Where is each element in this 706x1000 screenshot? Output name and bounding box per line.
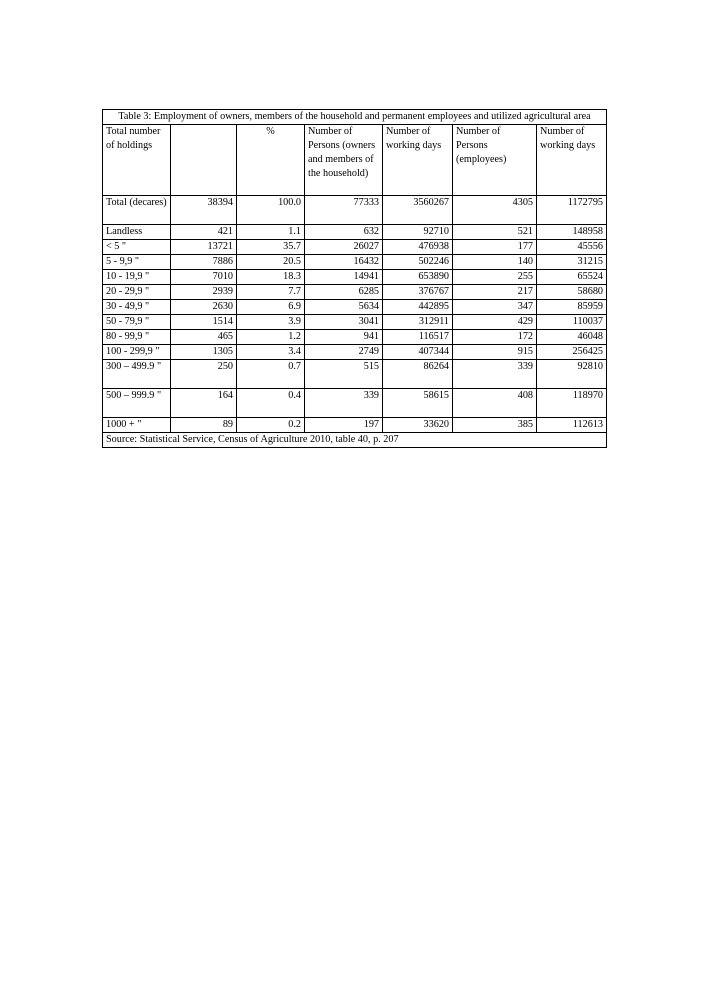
employee-days-cell: 110037 — [537, 315, 607, 330]
employee-days-cell: 58680 — [537, 285, 607, 300]
row-label: 50 - 79,9 " — [103, 315, 171, 330]
row-label: < 5 " — [103, 240, 171, 255]
table-row — [103, 270, 607, 285]
employees-cell: 140 — [453, 255, 537, 270]
table-row — [103, 196, 607, 225]
working-days-cell: 3560267 — [383, 196, 453, 225]
employee-days-cell: 148958 — [537, 225, 607, 240]
working-days-cell: 502246 — [383, 255, 453, 270]
row-label: 1000 + " — [103, 418, 171, 433]
table-row — [103, 255, 607, 270]
table-row — [103, 360, 607, 389]
persons-cell: 16432 — [305, 255, 383, 270]
table-row — [103, 300, 607, 315]
row-label: 30 - 49,9 " — [103, 300, 171, 315]
working-days-cell: 376767 — [383, 285, 453, 300]
holdings-cell: 1514 — [171, 315, 237, 330]
working-days-cell: 442895 — [383, 300, 453, 315]
employees-cell: 217 — [453, 285, 537, 300]
employees-cell: 4305 — [453, 196, 537, 225]
row-label: 100 - 299,9 " — [103, 345, 171, 360]
table-row — [103, 330, 607, 345]
employees-cell: 521 — [453, 225, 537, 240]
header-row — [103, 125, 607, 196]
holdings-cell: 13721 — [171, 240, 237, 255]
holdings-cell: 38394 — [171, 196, 237, 225]
working-days-cell: 92710 — [383, 225, 453, 240]
persons-cell: 6285 — [305, 285, 383, 300]
employees-cell: 915 — [453, 345, 537, 360]
header-working-days: Number of working days — [383, 125, 453, 196]
employee-days-cell: 45556 — [537, 240, 607, 255]
persons-cell: 339 — [305, 389, 383, 418]
employees-cell: 429 — [453, 315, 537, 330]
percent-cell: 1.1 — [237, 225, 305, 240]
percent-cell: 0.2 — [237, 418, 305, 433]
row-label: 80 - 99,9 " — [103, 330, 171, 345]
row-label: Landless — [103, 225, 171, 240]
working-days-cell: 58615 — [383, 389, 453, 418]
percent-cell: 100.0 — [237, 196, 305, 225]
employees-cell: 408 — [453, 389, 537, 418]
header-employees: Number of Persons (employees) — [453, 125, 537, 196]
header-holdings: Total number of holdings — [103, 125, 171, 196]
employment-table — [102, 109, 607, 448]
percent-cell: 18.3 — [237, 270, 305, 285]
employees-cell: 177 — [453, 240, 537, 255]
row-label: 20 - 29,9 " — [103, 285, 171, 300]
table-row — [103, 345, 607, 360]
table-row — [103, 389, 607, 418]
table-row — [103, 418, 607, 433]
employee-days-cell: 1172795 — [537, 196, 607, 225]
table-row — [103, 240, 607, 255]
header-employee-working-days: Number of working days — [537, 125, 607, 196]
working-days-cell: 653890 — [383, 270, 453, 285]
employees-cell: 385 — [453, 418, 537, 433]
row-label: 300 – 499.9 " — [103, 360, 171, 389]
percent-cell: 20.5 — [237, 255, 305, 270]
header-blank — [171, 125, 237, 196]
row-label: Total (decares) — [103, 196, 171, 225]
table-row — [103, 315, 607, 330]
employees-cell: 339 — [453, 360, 537, 389]
persons-cell: 5634 — [305, 300, 383, 315]
row-label: 500 – 999.9 " — [103, 389, 171, 418]
holdings-cell: 250 — [171, 360, 237, 389]
employee-days-cell: 46048 — [537, 330, 607, 345]
table-caption: Table 3: Employment of owners, members of the household and permanent employees and utilized agricultural area — [103, 110, 607, 125]
holdings-cell: 164 — [171, 389, 237, 418]
persons-cell: 2749 — [305, 345, 383, 360]
table-row — [103, 285, 607, 300]
percent-cell: 35.7 — [237, 240, 305, 255]
employee-days-cell: 118970 — [537, 389, 607, 418]
employee-days-cell: 256425 — [537, 345, 607, 360]
persons-cell: 941 — [305, 330, 383, 345]
persons-cell: 632 — [305, 225, 383, 240]
holdings-cell: 1305 — [171, 345, 237, 360]
holdings-cell: 2630 — [171, 300, 237, 315]
working-days-cell: 86264 — [383, 360, 453, 389]
percent-cell: 3.9 — [237, 315, 305, 330]
table-row — [103, 225, 607, 240]
employee-days-cell: 92810 — [537, 360, 607, 389]
persons-cell: 14941 — [305, 270, 383, 285]
percent-cell: 0.7 — [237, 360, 305, 389]
employees-cell: 172 — [453, 330, 537, 345]
holdings-cell: 7010 — [171, 270, 237, 285]
header-persons: Number of Persons (owners and members of the household) — [305, 125, 383, 196]
percent-cell: 6.9 — [237, 300, 305, 315]
working-days-cell: 312911 — [383, 315, 453, 330]
employee-days-cell: 85959 — [537, 300, 607, 315]
working-days-cell: 33620 — [383, 418, 453, 433]
header-percent: % — [237, 125, 305, 196]
percent-cell: 0.4 — [237, 389, 305, 418]
employees-cell: 255 — [453, 270, 537, 285]
employee-days-cell: 112613 — [537, 418, 607, 433]
table-source-note: Source: Statistical Service, Census of Agriculture 2010, table 40, p. 207 — [103, 433, 607, 448]
percent-cell: 3.4 — [237, 345, 305, 360]
persons-cell: 197 — [305, 418, 383, 433]
employee-days-cell: 65524 — [537, 270, 607, 285]
employees-cell: 347 — [453, 300, 537, 315]
persons-cell: 3041 — [305, 315, 383, 330]
holdings-cell: 89 — [171, 418, 237, 433]
row-label: 5 - 9,9 " — [103, 255, 171, 270]
holdings-cell: 465 — [171, 330, 237, 345]
working-days-cell: 116517 — [383, 330, 453, 345]
persons-cell: 515 — [305, 360, 383, 389]
holdings-cell: 2939 — [171, 285, 237, 300]
working-days-cell: 476938 — [383, 240, 453, 255]
working-days-cell: 407344 — [383, 345, 453, 360]
employee-days-cell: 31215 — [537, 255, 607, 270]
row-label: 10 - 19,9 " — [103, 270, 171, 285]
persons-cell: 26027 — [305, 240, 383, 255]
persons-cell: 77333 — [305, 196, 383, 225]
percent-cell: 1.2 — [237, 330, 305, 345]
percent-cell: 7.7 — [237, 285, 305, 300]
holdings-cell: 421 — [171, 225, 237, 240]
holdings-cell: 7886 — [171, 255, 237, 270]
